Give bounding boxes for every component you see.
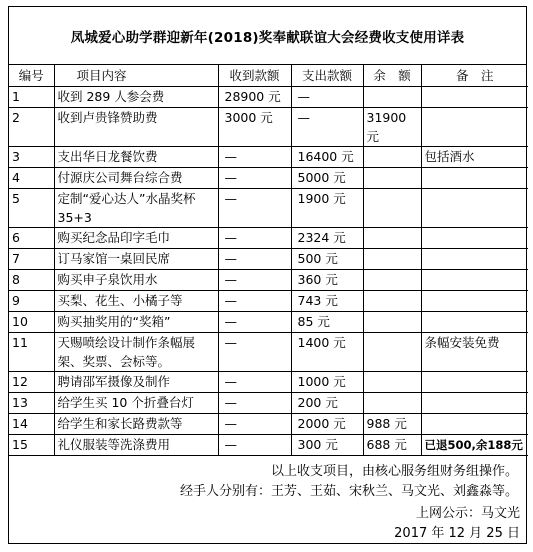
footer-handlers: 经手人分别有：王芳、王茹、宋秋兰、马文光、刘鑫淼等。	[179, 484, 518, 499]
table-row	[9, 147, 528, 168]
cell-note: 条幅安装免费	[421, 333, 528, 372]
cell-item: 定制“爱心达人”水晶奖杯 35+3	[54, 189, 218, 228]
cell-income: —	[218, 393, 291, 414]
cell-no: 2	[9, 108, 54, 147]
cell-expense: 1000 元	[291, 372, 363, 393]
cell-income: —	[218, 147, 291, 168]
table-row	[9, 333, 528, 372]
cell-note	[421, 189, 528, 228]
cell-note	[421, 414, 528, 435]
cell-item: 聘请邵军摄像及制作	[54, 372, 218, 393]
table-row	[9, 228, 528, 249]
cell-expense: 200 元	[291, 393, 363, 414]
cell-income: —	[218, 435, 291, 456]
cell-expense: 1900 元	[291, 189, 363, 228]
cell-expense: 85 元	[291, 312, 363, 333]
cell-no: 9	[9, 291, 54, 312]
cell-balance	[363, 372, 421, 393]
footer-operation-note: 以上收支项目，由核心服务组财务组操作。	[270, 464, 518, 479]
cell-item: 给学生买 10 个折叠台灯	[54, 393, 218, 414]
cell-balance: 31900 元	[363, 108, 421, 147]
cell-item: 给学生和家长路费款等	[54, 414, 218, 435]
cell-balance	[363, 312, 421, 333]
table-row	[9, 189, 528, 228]
cell-income: —	[218, 312, 291, 333]
header-balance: 余 额	[363, 65, 421, 87]
table-row	[9, 249, 528, 270]
cell-expense: —	[291, 108, 363, 147]
table-row	[9, 291, 528, 312]
cell-item: 购买申子泉饮用水	[54, 270, 218, 291]
cell-note	[421, 108, 528, 147]
cell-no: 6	[9, 228, 54, 249]
cell-note	[421, 228, 528, 249]
cell-income: —	[218, 414, 291, 435]
footer-publisher: 上网公示：马文光	[415, 506, 520, 521]
table-row	[9, 393, 528, 414]
cell-income: —	[218, 372, 291, 393]
cell-income: —	[218, 249, 291, 270]
table-row	[9, 168, 528, 189]
cell-note	[421, 270, 528, 291]
cell-balance	[363, 87, 421, 108]
header-item: 项目内容	[54, 65, 218, 87]
cell-income: —	[218, 291, 291, 312]
cell-item: 支出华日龙餐饮费	[54, 147, 218, 168]
table-row	[9, 372, 528, 393]
cell-income: 28900 元	[218, 87, 291, 108]
footer-date: 2017 年 12 月 25 日	[394, 526, 520, 541]
sheet-title: 凤城爱心助学群迎新年(2018)奖奉献联谊大会经费收支使用详表	[9, 7, 526, 65]
cell-no: 3	[9, 147, 54, 168]
cell-item: 礼仪服装等洗涤费用	[54, 435, 218, 456]
cell-income: —	[218, 333, 291, 372]
cell-note	[421, 372, 528, 393]
cell-income: —	[218, 270, 291, 291]
cell-expense: 1400 元	[291, 333, 363, 372]
cell-note	[421, 87, 528, 108]
cell-balance	[363, 291, 421, 312]
cell-balance	[363, 168, 421, 189]
cell-balance	[363, 189, 421, 228]
cell-note	[421, 168, 528, 189]
header-no: 编号	[9, 65, 54, 87]
cell-income: —	[218, 168, 291, 189]
table-row	[9, 270, 528, 291]
header-expense: 支出款额	[291, 65, 363, 87]
cell-note	[421, 291, 528, 312]
cell-no: 1	[9, 87, 54, 108]
cell-balance	[363, 270, 421, 291]
cell-no: 12	[9, 372, 54, 393]
cell-expense: —	[291, 87, 363, 108]
cell-no: 15	[9, 435, 54, 456]
cell-no: 10	[9, 312, 54, 333]
cell-note: 包括酒水	[421, 147, 528, 168]
cell-expense: 300 元	[291, 435, 363, 456]
cell-income: —	[218, 228, 291, 249]
table-header-row	[9, 65, 528, 87]
expense-table	[9, 65, 528, 456]
cell-no: 13	[9, 393, 54, 414]
cell-expense: 2000 元	[291, 414, 363, 435]
header-income: 收到款额	[218, 65, 291, 87]
cell-expense: 743 元	[291, 291, 363, 312]
cell-item: 付源庆公司舞台综合费	[54, 168, 218, 189]
cell-balance: 688 元	[363, 435, 421, 456]
cell-no: 11	[9, 333, 54, 372]
cell-expense: 500 元	[291, 249, 363, 270]
cell-balance	[363, 228, 421, 249]
table-row	[9, 435, 528, 456]
footer	[9, 456, 526, 552]
cell-balance	[363, 147, 421, 168]
cell-balance: 988 元	[363, 414, 421, 435]
table-row	[9, 87, 528, 108]
header-note: 备 注	[421, 65, 528, 87]
cell-expense: 360 元	[291, 270, 363, 291]
cell-item: 订马家馆一桌回民席	[54, 249, 218, 270]
cell-no: 7	[9, 249, 54, 270]
cell-no: 4	[9, 168, 54, 189]
cell-note	[421, 249, 528, 270]
cell-note	[421, 435, 528, 456]
table-row	[9, 312, 528, 333]
cell-expense: 2324 元	[291, 228, 363, 249]
cell-expense: 16400 元	[291, 147, 363, 168]
cell-note	[421, 393, 528, 414]
cell-balance	[363, 333, 421, 372]
refund-note: 已退500,余188元	[424, 438, 523, 452]
cell-note	[421, 312, 528, 333]
cell-income: 3000 元	[218, 108, 291, 147]
expense-sheet	[8, 6, 527, 544]
cell-no: 5	[9, 189, 54, 228]
cell-income: —	[218, 189, 291, 228]
table-row	[9, 414, 528, 435]
cell-item: 收到卢贵锋赞助费	[54, 108, 218, 147]
cell-no: 14	[9, 414, 54, 435]
cell-balance	[363, 249, 421, 270]
cell-item: 购买抽奖用的“奖箱”	[54, 312, 218, 333]
cell-item: 购买纪念品印字毛巾	[54, 228, 218, 249]
cell-no: 8	[9, 270, 54, 291]
cell-item: 收到 289 人参会费	[54, 87, 218, 108]
cell-expense: 5000 元	[291, 168, 363, 189]
cell-item: 天赐喷绘设计制作条幅展架、奖票、会标等。	[54, 333, 218, 372]
cell-item: 买梨、花生、小橘子等	[54, 291, 218, 312]
table-row	[9, 108, 528, 147]
cell-balance	[363, 393, 421, 414]
